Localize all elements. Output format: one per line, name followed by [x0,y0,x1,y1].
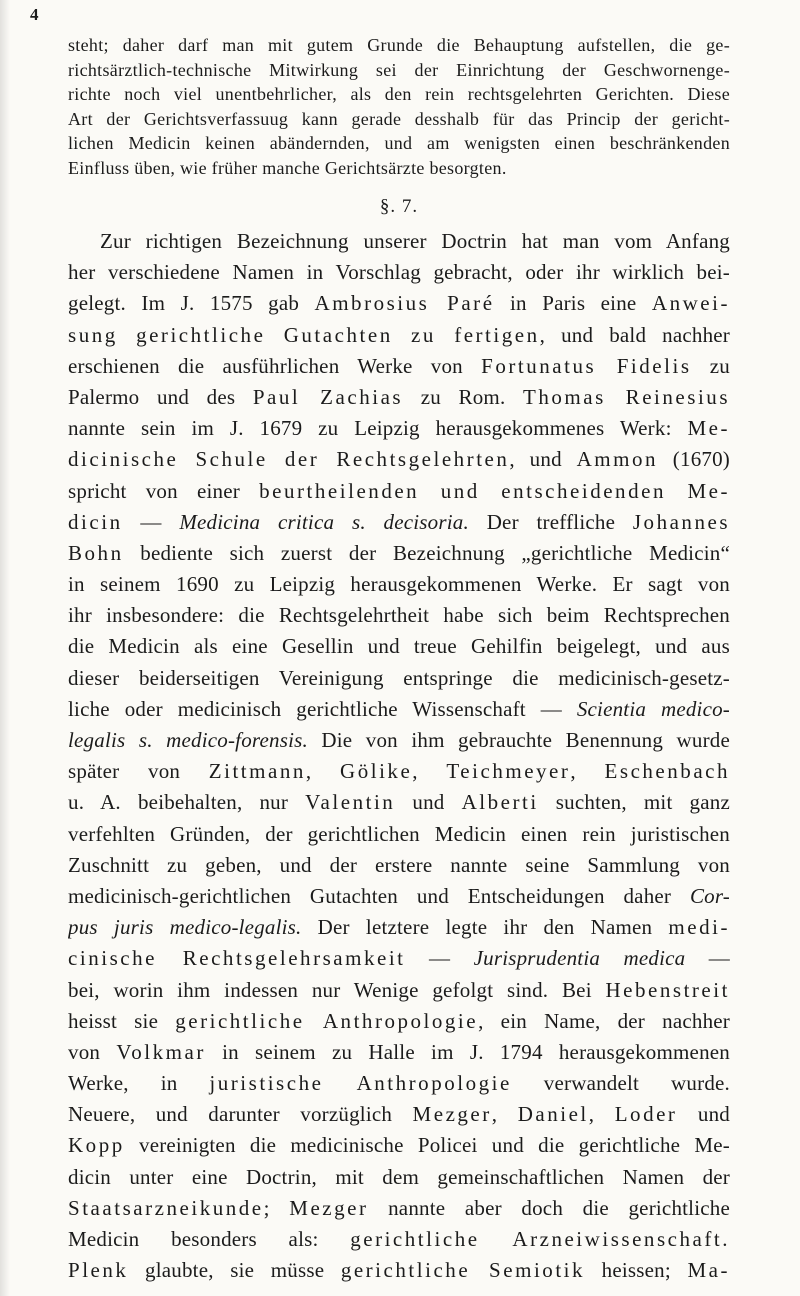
text-line [68,226,730,257]
spaced-emphasis-text: Volkmar [116,1039,206,1064]
spaced-emphasis-text: sung gerichtliche Gutachten zu fertigen [68,322,540,347]
text-run: steht; daher darf man mit gutem Grunde die Behauptung aufstellen, die ge- [68,35,730,55]
text-run: Zur richtigen Bezeichnung unserer Doctrin hat man vom Anfang [100,229,730,253]
text-run: heissen; [585,1258,688,1283]
text-run: lichen Medicin keinen abändernden, und am wenigsten einen beschränkenden [68,133,730,153]
spaced-emphasis-text: Kopp [68,1133,125,1158]
text-run: verfehlten Gründen, der gerichtlichen Medicin einen rein juristischen [68,821,730,846]
text-line [68,943,730,974]
text-line [68,1224,730,1255]
text-run: , [412,759,447,784]
italic-latin-term: Jurisprudentia medica [473,946,686,971]
text-run: zu [691,353,730,378]
text-run: Art der Gerichtsverfassuug kann gerade desshalb für das Princip der gericht- [68,108,730,129]
spaced-emphasis-text: Fortunatus Fidelis [481,353,692,378]
text-line [68,694,730,725]
italic-latin-term: Scientia medico- [576,696,730,721]
text-line [68,569,730,600]
italic-latin-term: Cor- [689,883,730,908]
text-run: ; [263,1195,290,1220]
text-line [68,320,730,351]
text-run: Zuschnitt zu geben, und der erstere nannte seine Sammlung von [68,852,730,877]
text-line [68,107,730,132]
text-run: in seinem 1690 zu Leipzig herausgekommenen Werke. Er sagt von [68,572,730,597]
text-run: richte noch viel unentbehrlicher, als den rein rechtsgelehrten Gerichten. Diese [68,84,730,104]
spaced-emphasis-text: Zittmann [208,759,306,784]
text-run: Medicin besonders als: [68,1227,351,1251]
text-line [68,787,730,818]
text-run: — [122,509,180,534]
text-run: spricht von einer [68,478,260,503]
italic-latin-term: Medicina critica s. decisoria. [179,509,469,534]
text-line [68,756,730,787]
text-line [68,33,730,58]
spaced-emphasis-text: Mezger [412,1102,492,1127]
italic-latin-term: legalis s. medico-forensis. [68,728,308,752]
text-run: suchten, mit ganz [538,790,730,815]
text-run: Einfluss üben, wie früher manche Gerichtsärzte besorgten. [68,157,507,178]
text-run: u. A. beibehalten, nur [68,790,306,815]
text-run: zu Rom. [403,384,523,409]
text-run: die Medicin als eine Gesellin und treue Gehilfin beigelegt, und aus [68,634,730,659]
text-run: — [685,946,730,971]
spaced-emphasis-text: Thomas Reinesius [522,384,730,409]
text-line [68,1006,730,1037]
text-run: , ein Name, der nachher [478,1008,730,1033]
text-run: Palermo und des [68,384,253,409]
text-run: richtsärztlich-technische Mitwirkung sei der Einrichtung der Geschwornenge- [68,59,730,80]
text-line [68,131,730,156]
text-run: vereinigten die medicinische Policei und die gerichtliche Me- [124,1133,730,1158]
spaced-emphasis-text: gerichtliche Semiotik [340,1258,586,1283]
text-line [68,881,730,912]
text-line [68,156,730,181]
spaced-emphasis-text: Me- [687,416,730,441]
text-line [68,351,730,382]
spaced-emphasis-text: Hebenstreit [605,977,730,1002]
spaced-emphasis-text: Johannes [632,509,730,534]
spaced-emphasis-text: gerichtliche Arzneiwissenschaft. [350,1227,730,1251]
text-run: , [305,759,341,784]
spaced-emphasis-text: Teichmeyer [446,759,571,784]
text-run: Der letztere legte ihr den Namen [301,915,669,940]
spaced-emphasis-text: Alberti [461,790,539,815]
text-line [68,631,730,662]
spaced-emphasis-text: Staatsarzneikunde [68,1195,264,1220]
spaced-emphasis-text: medi- [668,915,730,940]
text-run: , und [509,447,577,472]
text-line [68,1099,730,1130]
text-run: von [68,1039,117,1064]
text-line [68,58,730,83]
text-line [68,1068,730,1099]
text-run: nannte sein im J. 1679 zu Leipzig herausgekommenes Werk: [68,416,688,441]
page-number: 4 [30,5,39,24]
spaced-emphasis-text: cinische Rechtsgelehrsamkeit [68,946,406,971]
text-run: erschienen die ausführlichen Werke von [68,353,482,378]
spaced-emphasis-text: Daniel [517,1102,589,1127]
text-run: Neuere, und darunter vorzüglich [68,1102,413,1127]
italic-latin-term: pus juris medico-legalis. [68,915,302,940]
text-run: und [395,790,462,815]
text-line [68,382,730,413]
spaced-emphasis-text: Ammon [576,447,659,472]
spaced-emphasis-text: dicinische Schule der Rechtsgelehrten [68,447,510,472]
text-line [68,600,730,631]
text-line [68,413,730,444]
spaced-emphasis-text: Eschenbach [604,759,730,784]
text-run: , und bald nachher [539,322,730,347]
text-run: in seinem zu Halle im J. 1794 herausgekommenen [205,1039,730,1064]
text-run: medicinisch-gerichtlichen Gutachten und Entscheidungen daher [68,883,690,908]
text-run: heisst sie [68,1008,176,1033]
text-run: (1670) [658,447,730,472]
text-line [68,912,730,943]
section-paragraph [68,226,730,1286]
text-run: bediente sich zuerst der Bezeichnung „gerichtliche Medicin“ [123,540,730,565]
text-run: bei, worin ihm indessen nur Wenige gefolgt sind. Bei [68,977,606,1002]
text-line [68,444,730,475]
text-line [68,1162,730,1193]
spaced-emphasis-text: beurtheilenden und entscheidenden Me- [259,478,730,503]
spaced-emphasis-text: Gölike [340,759,413,784]
spaced-emphasis-text: Loder [614,1102,678,1127]
text-run: Der treffliche [468,509,633,534]
spaced-emphasis-text: dicin [68,509,123,534]
text-run: — [405,946,474,971]
spaced-emphasis-text: Valentin [305,790,396,815]
text-line [68,725,730,756]
text-line [68,507,730,538]
text-run: glaubte, sie müsse [128,1258,341,1283]
spaced-emphasis-text: juristische Anthropologie [209,1071,512,1096]
text-run: verwandelt wurde. [511,1071,730,1096]
text-line [68,288,730,319]
text-line [68,1037,730,1068]
text-run: ihr insbesondere: die Rechtsgelehrtheit habe sich beim Rechtsprechen [68,603,730,628]
continuation-paragraph [68,33,730,180]
text-line [68,663,730,694]
text-run: , [588,1102,615,1127]
text-line [68,82,730,107]
text-line [68,850,730,881]
spaced-emphasis-text: Mezger [289,1195,369,1220]
spaced-emphasis-text: Paul Zachias [252,384,404,409]
text-line [68,1255,730,1286]
text-run: dieser beiderseitigen Vereinigung entspringe die medicinisch-gesetz- [68,665,730,690]
text-run: gelegt. Im J. 1575 gab [68,291,315,316]
text-line [68,476,730,507]
text-line [68,257,730,288]
spaced-emphasis-text: Ma- [687,1258,730,1283]
spaced-emphasis-text: Bohn [68,540,124,565]
text-line [68,1130,730,1161]
text-line [68,1193,730,1224]
text-run: und [677,1102,730,1127]
spaced-emphasis-text: Ambrosius Paré [314,291,495,316]
text-line [68,538,730,569]
text-run: , [491,1102,518,1127]
text-run: später von [68,759,209,784]
spaced-emphasis-text: Anwei- [651,291,730,316]
spaced-emphasis-text: Plenk [68,1258,129,1283]
spaced-emphasis-text: gerichtliche Anthropologie [175,1008,479,1033]
text-run: nannte aber doch die gerichtliche [368,1195,730,1220]
text-run: Werke, in [68,1071,210,1096]
text-line [68,975,730,1006]
text-run: , [570,759,605,784]
text-line [68,819,730,850]
section-heading: §. 7. [379,196,419,217]
text-run: in Paris eine [494,291,652,316]
text-run: her verschiedene Namen in Vorschlag gebracht, oder ihr wirklich bei- [68,260,730,285]
text-run: dicin unter eine Doctrin, mit dem gemeinschaftlichen Namen der [68,1164,730,1189]
text-run: Die von ihm gebrauchte Benennung wurde [307,728,730,752]
text-run: liche oder medicinisch gerichtliche Wissenschaft — [68,696,577,721]
